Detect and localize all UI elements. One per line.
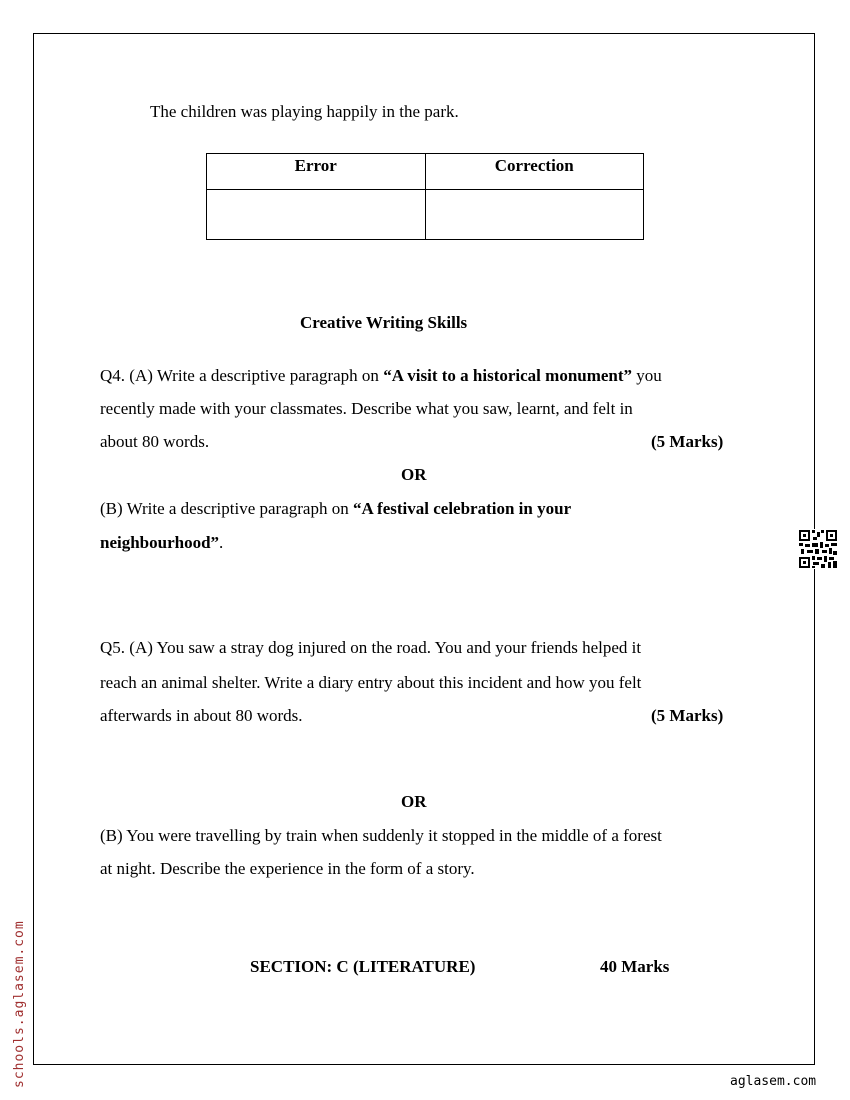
q5-a-line-2: reach an animal shelter. Write a diary entry about this incident and how you felt: [100, 673, 642, 692]
q5-marks: (5 Marks): [651, 706, 724, 725]
correction-answer-cell: [425, 190, 644, 240]
q4-a-line-1-end: you: [632, 366, 662, 385]
error-column-header: Error: [207, 154, 426, 190]
q4-a-line-2: recently made with your classmates. Describe what you saw, learnt, and felt in: [100, 399, 633, 418]
q4-a-line-3: about 80 words.: [100, 432, 210, 451]
side-watermark-url: schools.aglasem.com: [12, 920, 27, 1088]
q4-b-topic-part-2: neighbourhood”: [100, 533, 220, 552]
q4-b-end: .: [219, 533, 224, 552]
q5-or: OR: [401, 792, 427, 811]
q4-b-line-1: [100, 499, 571, 519]
q5-a-line-3: afterwards in about 80 words.: [100, 706, 303, 725]
q5-a-line-1: Q5. (A) You saw a stray dog injured on the road. You and your friends helped it: [100, 638, 642, 657]
footer-watermark-url: aglasem.com: [730, 1074, 817, 1089]
error-correction-table: [206, 153, 644, 240]
q4-b-intro: (B) Write a descriptive paragraph on: [100, 499, 353, 518]
q4-a-intro: Q4. (A) Write a descriptive paragraph on: [100, 366, 384, 385]
q4-a-topic: “A visit to a historical monument”: [383, 366, 633, 385]
section-heading: Creative Writing Skills: [300, 313, 468, 332]
q5-b-line-2: at night. Describe the experience in the form of a story.: [100, 859, 475, 878]
q4-b-line-2: [100, 533, 223, 553]
qr-code-icon: [798, 529, 838, 569]
q4-b-topic-part-1: “A festival celebration in your: [352, 499, 572, 518]
q4-a-line-1: [100, 366, 662, 386]
section-c-title: SECTION: C (LITERATURE): [250, 957, 476, 976]
q5-b-line-1: (B) You were travelling by train when suddenly it stopped in the middle of a forest: [100, 826, 662, 845]
correction-column-header: Correction: [425, 154, 644, 190]
q4-marks: (5 Marks): [651, 432, 724, 451]
error-sentence: The children was playing happily in the park.: [150, 102, 459, 121]
section-c-marks: 40 Marks: [600, 957, 670, 976]
error-answer-cell: [207, 190, 426, 240]
q4-or: OR: [401, 465, 427, 484]
